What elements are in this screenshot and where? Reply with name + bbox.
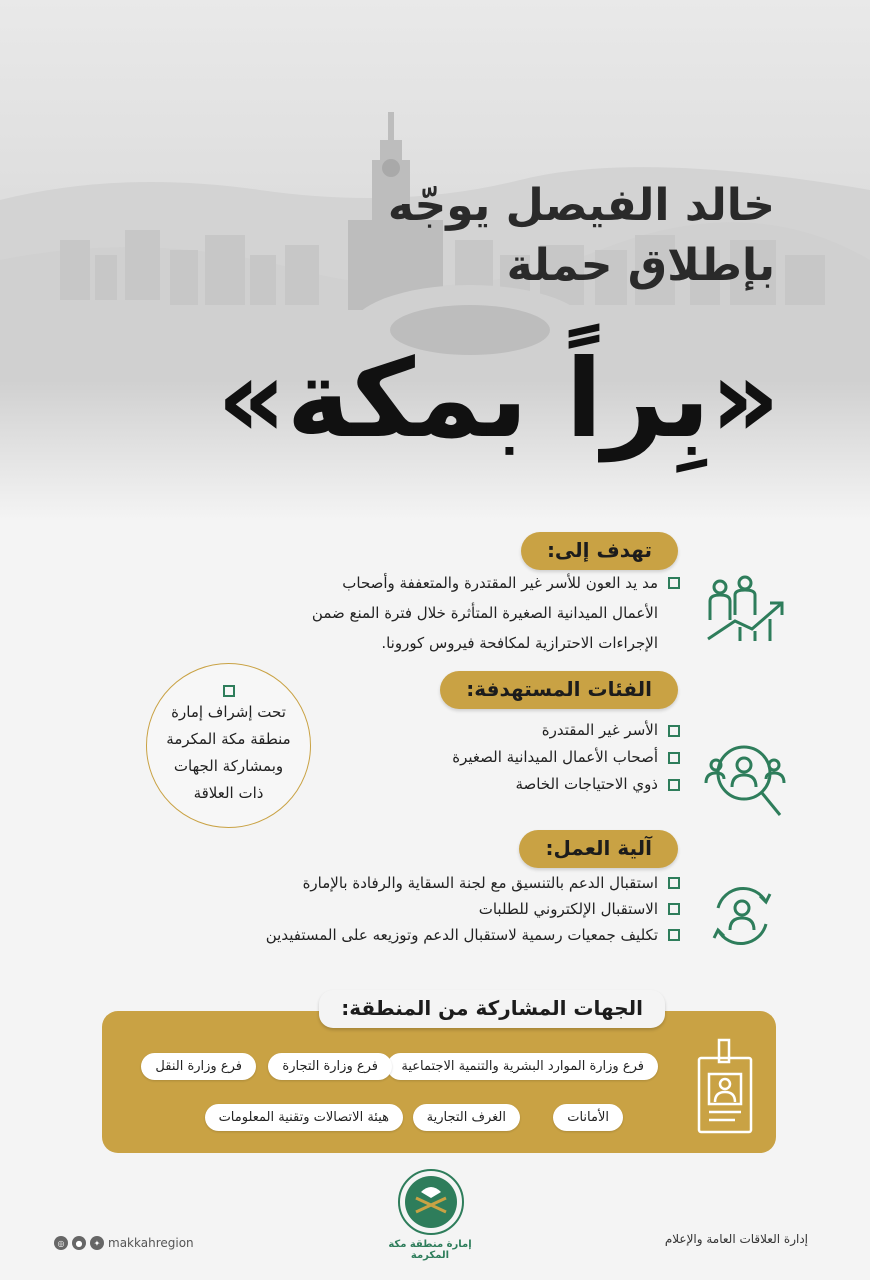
- social-handle: [54, 1236, 194, 1250]
- supervision-line: ذات العلاقة: [193, 783, 264, 802]
- emirate-name: إمارة منطقة مكة المكرمة: [388, 1239, 472, 1261]
- checkbox-bullet-icon: [668, 725, 680, 737]
- orgs-panel: [102, 1011, 776, 1153]
- mechanism-list: [266, 870, 680, 948]
- checkbox-bullet-icon: [668, 779, 680, 791]
- checkbox-bullet-icon: [668, 877, 680, 889]
- goals-text: [312, 568, 680, 658]
- supervision-line: وبمشاركة الجهات: [173, 756, 284, 775]
- goals-line: مد يد العون للأسر غير المقتدرة والمتعففة وأصحاب: [312, 568, 680, 598]
- org-chip: فرع وزارة النقل: [141, 1053, 256, 1080]
- goals-line: الأعمال الميدانية الصغيرة المتأثرة خلال فترة المنع ضمن: [311, 604, 658, 622]
- org-chip: فرع وزارة الموارد البشرية والتنمية الاجتماعية: [387, 1053, 658, 1080]
- instagram-icon[interactable]: ◎: [54, 1236, 68, 1250]
- checkbox-bullet-icon: [223, 685, 235, 697]
- growth-people-icon: [700, 575, 790, 649]
- orgs-title: الجهات المشاركة من المنطقة:: [319, 990, 665, 1028]
- list-item: تكليف جمعيات رسمية لاستقبال الدعم وتوزيعه على المستفيدين: [266, 922, 680, 948]
- supervision-line: تحت إشراف إمارة: [171, 702, 286, 721]
- snapchat-icon[interactable]: ●: [72, 1236, 86, 1250]
- mechanism-title: آلية العمل:: [519, 830, 678, 868]
- headline-line2: بإطلاق حملة: [506, 240, 775, 291]
- org-chip: هيئة الاتصالات وتقنية المعلومات: [205, 1104, 403, 1131]
- targets-title: الفئات المستهدفة:: [440, 671, 678, 709]
- list-item: الأسر غير المقتدرة: [452, 717, 680, 744]
- checkbox-bullet-icon: [668, 903, 680, 915]
- list-item: ذوي الاحتياجات الخاصة: [452, 771, 680, 798]
- supervision-line: منطقة مكة المكرمة: [166, 729, 291, 748]
- cycle-person-icon: [704, 878, 780, 958]
- id-badge-icon: [695, 1038, 755, 1138]
- org-chip: فرع وزارة التجارة: [268, 1053, 392, 1080]
- twitter-icon[interactable]: ✦: [90, 1236, 104, 1250]
- supervision-circle: [146, 663, 311, 828]
- checkbox-bullet-icon: [668, 752, 680, 764]
- headline-line1: خالد الفيصل يوجّه: [387, 180, 775, 231]
- checkbox-bullet-icon: [668, 929, 680, 941]
- org-chip: الأمانات: [553, 1104, 623, 1131]
- targets-list: [452, 717, 680, 798]
- emirate-emblem-icon: [396, 1168, 466, 1240]
- goals-line: الإجراءات الاحترازية لمكافحة فيروس كورونا.: [381, 634, 658, 652]
- search-people-icon: [702, 735, 792, 825]
- list-item: استقبال الدعم بالتنسيق مع لجنة السقاية والرفادة بالإمارة: [266, 870, 680, 896]
- campaign-name: «بِراً بمكة»: [216, 337, 780, 462]
- list-item: أصحاب الأعمال الميدانية الصغيرة: [452, 744, 680, 771]
- checkbox-bullet-icon: [668, 577, 680, 589]
- list-item: الاستقبال الإلكتروني للطلبات: [266, 896, 680, 922]
- goals-title: تهدف إلى:: [521, 532, 678, 570]
- department-name: إدارة العلاقات العامة والإعلام: [664, 1232, 808, 1246]
- social-handle-text: makkahregion: [108, 1236, 194, 1250]
- org-chip: الغرف التجارية: [413, 1104, 520, 1131]
